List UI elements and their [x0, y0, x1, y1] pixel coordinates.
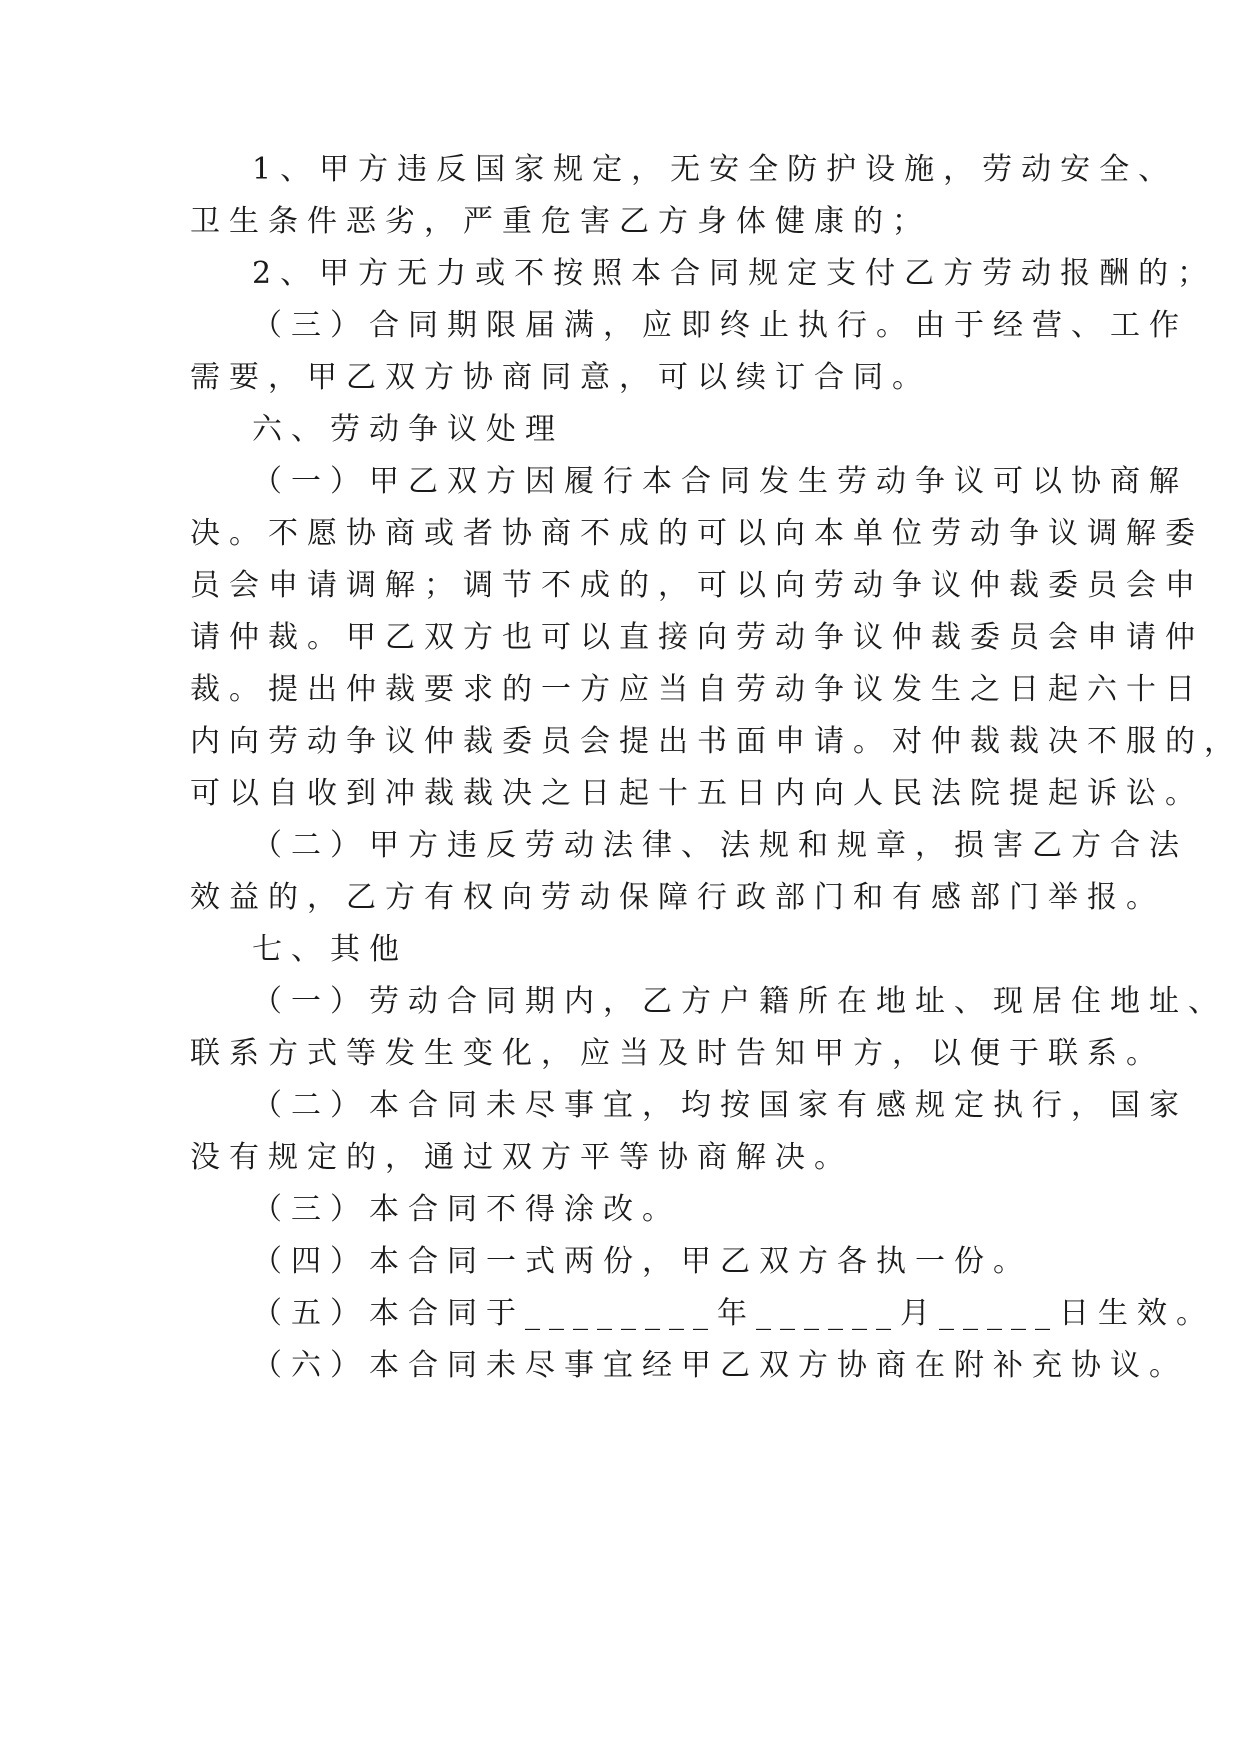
- paragraph-line: 需要，甲乙双方协商同意，可以续订合同。: [190, 360, 931, 395]
- paragraph-line: 没有规定的，通过双方平等协商解决。: [190, 1140, 853, 1175]
- section-heading: 六、劳动争议处理: [252, 412, 564, 447]
- paragraph-line: 2、甲方无力或不按照本合同规定支付乙方劳动报酬的；: [252, 256, 1217, 291]
- paragraph-line: （三）本合同不得涂改。: [252, 1192, 681, 1227]
- paragraph-line: 员会申请调解；调节不成的，可以向劳动争议仲裁委员会申: [190, 568, 1204, 603]
- paragraph-line: （一）劳动合同期内，乙方户籍所在地址、现居住地址、: [252, 984, 1227, 1019]
- paragraph-line: （五）本合同于________年______月_____日生效。: [252, 1296, 1215, 1331]
- section-heading: 七、其他: [252, 932, 408, 967]
- paragraph-line: （四）本合同一式两份，甲乙双方各执一份。: [252, 1244, 1032, 1279]
- paragraph-line: 效益的，乙方有权向劳动保障行政部门和有感部门举报。: [190, 880, 1165, 915]
- paragraph-line: 请仲裁。甲乙双方也可以直接向劳动争议仲裁委员会申请仲: [190, 620, 1204, 655]
- paragraph-line: （二）甲方违反劳动法律、法规和规章，损害乙方合法: [252, 828, 1188, 863]
- paragraph-line: 联系方式等发生变化，应当及时告知甲方，以便于联系。: [190, 1036, 1165, 1071]
- paragraph-line: （二）本合同未尽事宜，均按国家有感规定执行，国家: [252, 1088, 1188, 1123]
- paragraph-line: （一）甲乙双方因履行本合同发生劳动争议可以协商解: [252, 464, 1188, 499]
- paragraph-line: （三）合同期限届满，应即终止执行。由于经营、工作: [252, 308, 1188, 343]
- paragraph-line: 裁。提出仲裁要求的一方应当自劳动争议发生之日起六十日: [190, 672, 1204, 707]
- paragraph-line: 决。不愿协商或者协商不成的可以向本单位劳动争议调解委: [190, 516, 1204, 551]
- paragraph-line: 可以自收到冲裁裁决之日起十五日内向人民法院提起诉讼。: [190, 776, 1204, 811]
- paragraph-line: 内向劳动争议仲裁委员会提出书面申请。对仲裁裁决不服的，: [190, 724, 1243, 759]
- paragraph-line: 卫生条件恶劣，严重危害乙方身体健康的；: [190, 204, 931, 239]
- paragraph-line: 1、甲方违反国家规定，无安全防护设施，劳动安全、: [252, 152, 1178, 187]
- paragraph-line: （六）本合同未尽事宜经甲乙双方协商在附补充协议。: [252, 1348, 1188, 1383]
